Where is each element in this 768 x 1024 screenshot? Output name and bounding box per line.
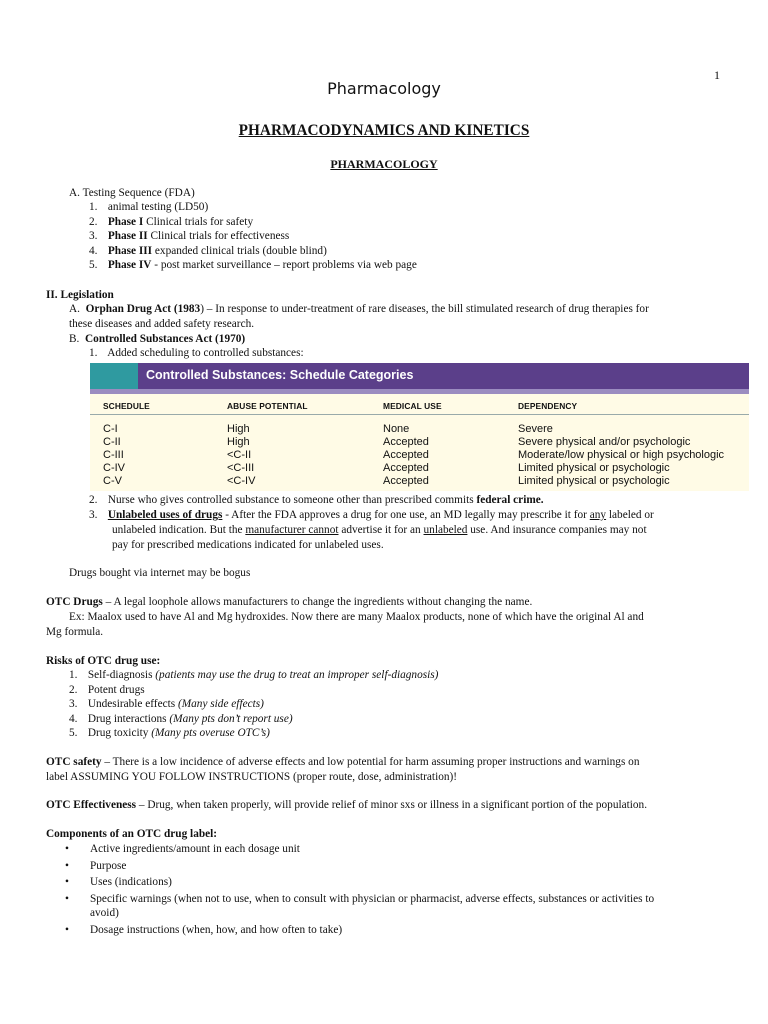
table-cell: <C-IV xyxy=(227,475,256,487)
document-title: Pharmacology xyxy=(327,79,441,98)
table-sub-bar xyxy=(90,389,749,394)
table-cell: Accepted xyxy=(383,436,429,448)
column-header: ABUSE POTENTIAL xyxy=(227,401,308,411)
risk-item: 1. Self-diagnosis (patients may use the drug to treat an improper self-diagnosis) xyxy=(69,669,439,681)
otc-effectiveness-paragraph: OTC Effectiveness – Drug, when taken properly, will provide relief of minor sxs or illness in a significant portion of the population. xyxy=(46,799,648,811)
testing-item: 3. Phase II Clinical trials for effectiveness xyxy=(89,230,290,243)
table-accent-tab xyxy=(90,363,138,389)
risks-heading: Risks of OTC drug use: xyxy=(46,655,161,667)
list-item: • Active ingredients/amount in each dosage unit xyxy=(46,842,654,857)
orphan-drug-act-cont: these diseases and added safety research. xyxy=(69,318,255,330)
schedule-table xyxy=(90,363,749,491)
csa-item-3-cont: unlabeled indication. But the manufacturer cannot advertise it for an unlabeled use. And insurance companies may not xyxy=(112,524,647,536)
list-item: • Specific warnings (when not to use, when to consult with physician or pharmacist, adverse effects, substances or activities to xyxy=(46,892,654,907)
table-cell: Accepted xyxy=(383,475,429,487)
otc-safety-paragraph: OTC safety – There is a low incidence of adverse effects and low potential for harm assuming proper instructions and warnings on xyxy=(46,756,640,768)
table-cell: <C-II xyxy=(227,449,252,461)
risks-list xyxy=(69,668,438,741)
testing-item: 2. Phase I Clinical trials for safety xyxy=(89,215,254,228)
table-cell: Moderate/low physical or high psychologic xyxy=(518,449,725,461)
risk-item: 3. Undesirable effects (Many side effects) xyxy=(69,698,264,711)
column-header: MEDICAL USE xyxy=(383,401,442,411)
list-item: • Uses (indications) xyxy=(46,875,654,890)
controlled-substances-act: B. Controlled Substances Act (1970) xyxy=(69,333,246,345)
table-title: Controlled Substances: Schedule Categories xyxy=(146,368,414,382)
csa-item-3: 3. Unlabeled uses of drugs - After the FDA approves a drug for one use, an MD legally may prescribe it for any labeled or xyxy=(89,509,654,521)
label-components-list xyxy=(46,842,654,938)
table-cell: C-II xyxy=(103,436,121,448)
table-cell: <C-III xyxy=(227,462,255,474)
table-cell: C-V xyxy=(103,475,122,487)
table-cell: Limited physical or psychologic xyxy=(518,475,670,487)
list-item: • Purpose xyxy=(46,859,654,874)
table-cell: C-IV xyxy=(103,462,125,474)
table-cell: C-I xyxy=(103,423,118,435)
orphan-drug-act: A. Orphan Drug Act (1983) – In response to under-treatment of rare diseases, the bill stimulated research of drug therapies for xyxy=(69,303,649,315)
otc-drugs-example-cont: Mg formula. xyxy=(46,626,104,638)
table-cell: Accepted xyxy=(383,462,429,474)
otc-safety-cont: label ASSUMING YOU FOLLOW INSTRUCTIONS (proper route, dose, administration)! xyxy=(46,771,458,783)
testing-list xyxy=(89,200,417,273)
internet-note: Drugs bought via internet may be bogus xyxy=(69,567,251,579)
testing-item: 1. animal testing (LD50) xyxy=(89,201,209,213)
table-cell: Accepted xyxy=(383,449,429,461)
sub-heading: PHARMACOLOGY xyxy=(330,157,438,171)
main-heading: PHARMACODYNAMICS AND KINETICS xyxy=(238,122,530,139)
column-header: DEPENDENCY xyxy=(518,401,578,411)
testing-item: 5. Phase IV - post market surveillance – report problems via web page xyxy=(89,259,417,272)
risk-item: 4. Drug interactions (Many pts don’t report use) xyxy=(69,712,293,725)
csa-item-3-cont2: pay for prescribed medications indicated for unlabeled uses. xyxy=(112,539,384,551)
label-components-heading: Components of an OTC drug label: xyxy=(46,828,218,840)
table-cell: C-III xyxy=(103,449,124,461)
column-header: SCHEDULE xyxy=(103,401,150,411)
otc-drugs-paragraph: OTC Drugs – A legal loophole allows manufacturers to change the ingredients without changing the name. xyxy=(46,596,533,608)
risk-item: 5. Drug toxicity (Many pts overuse OTC’s) xyxy=(69,727,270,740)
testing-item: 4. Phase III expanded clinical trials (double blind) xyxy=(89,244,327,257)
risk-item: 2. Potent drugs xyxy=(69,683,145,696)
table-cell: Severe xyxy=(518,423,553,435)
legislation-heading: II. Legislation xyxy=(46,289,114,301)
csa-item-2: 2. Nurse who gives controlled substance to someone other than prescribed commits federal crime. xyxy=(89,494,544,506)
list-item-continuation: avoid) xyxy=(90,907,119,920)
list-item: • Dosage instructions (when, how, and how often to take) xyxy=(46,923,654,938)
otc-drugs-example: Ex: Maalox used to have Al and Mg hydroxides. Now there are many Maalox products, none of which have the original Al and xyxy=(69,611,644,623)
table-cell: None xyxy=(383,423,410,435)
table-header-rule xyxy=(90,414,749,415)
testing-heading: A. Testing Sequence (FDA) xyxy=(69,187,195,199)
table-cell: High xyxy=(227,423,250,435)
table-cell: Limited physical or psychologic xyxy=(518,462,670,474)
table-cell: High xyxy=(227,436,250,448)
page-number: 1 xyxy=(714,68,720,82)
csa-item-1: 1. Added scheduling to controlled substances: xyxy=(89,347,304,359)
table-cell: Severe physical and/or psychologic xyxy=(518,436,691,448)
